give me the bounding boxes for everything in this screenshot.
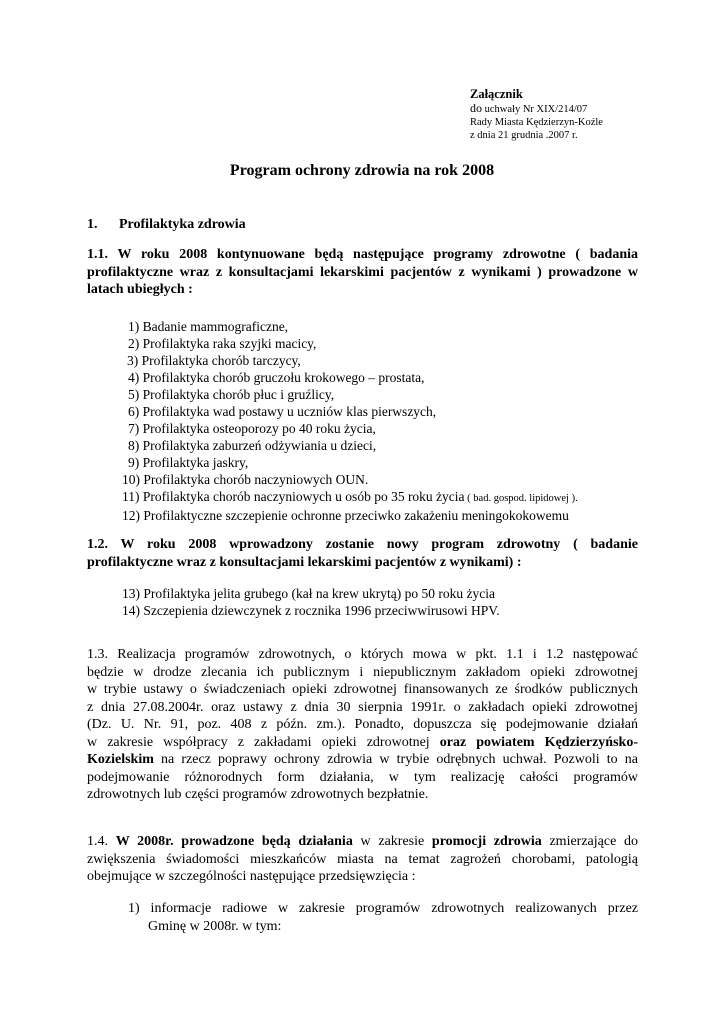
- list-item: 2) Profilaktyka raka szyjki macicy,: [128, 336, 317, 351]
- paragraph-line: 1.1. W roku 2008 kontynuowane będą następujące programy zdrowotne ( badania: [87, 247, 638, 262]
- paragraph-text: zmierzające do: [541, 834, 639, 849]
- list-item-continuation: Gminę w 2008r. w tym:: [148, 918, 282, 934]
- paragraph-number: 1.4.: [87, 834, 116, 849]
- section-1-label: Profilaktyka zdrowia: [119, 217, 246, 232]
- list-item: 6) Profilaktyka wad postawy u uczniów klas pierwszych,: [128, 404, 437, 419]
- annotation-title: Załącznik: [470, 87, 523, 101]
- paragraph-emphasis: oraz powiatem Kędzierzyńsko-: [439, 734, 638, 750]
- paragraph-line: profilaktyczne wraz z konsultacjami lekarskimi pacjentów z wynikami ) prowadzone w: [87, 264, 638, 280]
- paragraph-line: [87, 751, 638, 769]
- paragraph-line: będzie w drodze zlecania ich publicznym i niepublicznym zakładom opieki zdrowotnej: [87, 664, 638, 680]
- attachment-annotation: [470, 88, 603, 142]
- paragraph-line: profilaktyczne wraz z konsultacjami lekarskimi pacjentów z wynikami) :: [87, 554, 522, 570]
- paragraph-line: obejmujące w szczególności następujące przedsięwzięcia :: [87, 869, 416, 884]
- paragraph-line: 1.2. W roku 2008 wprowadzony zostanie nowy program zdrowotny ( badanie: [87, 537, 638, 552]
- paragraph-line: zwiększenia świadomości mieszkańców miasta na temat zagrożeń chorobami, patologią: [87, 851, 638, 867]
- promotion-list: [128, 900, 638, 935]
- list-item: [122, 488, 578, 507]
- list-item: 12) Profilaktyczne szczepienie ochronne przeciwko zakażeniu meningokokowemu: [122, 508, 569, 523]
- list-item: 14) Szczepienia dziewczynek z rocznika 1996 przeciwwirusowi HPV.: [122, 603, 500, 618]
- list-item: 7) Profilaktyka osteoporozy po 40 roku życia,: [128, 421, 376, 436]
- paragraph-1-3: [87, 646, 638, 804]
- list-item-text: 11) Profilaktyka chorób naczyniowych u osób po 35 roku życia: [122, 489, 465, 504]
- paragraph-line: (Dz. U. Nr. 91, poz. 408 z późn. zm.). Ponadto, dopuszcza się podejmowanie działań: [87, 717, 638, 732]
- paragraph-1-2: [87, 536, 638, 571]
- list-item: 5) Profilaktyka chorób płuc i gruźlicy,: [128, 387, 335, 402]
- list-item: 13) Profilaktyka jelita grubego (kał na krew ukrytą) po 50 roku życia: [122, 586, 496, 601]
- paragraph-line: podejmowanie różnorodnych form działania, w tym realizację całości programów: [87, 769, 638, 785]
- paragraph-line: zdrowotnych lub części programów zdrowotnych bezpłatnie.: [87, 787, 429, 802]
- list-item: 1) Badanie mammograficzne,: [128, 319, 289, 334]
- paragraph-line: [87, 833, 638, 851]
- list-item: 3) Profilaktyka chorób tarczycy,: [127, 353, 301, 368]
- paragraph-emphasis: Kozielskim: [87, 752, 154, 767]
- annotation-resolution: uchwały Nr XIX/214/07: [482, 104, 588, 115]
- list-item: 4) Profilaktyka chorób gruczołu krokowego – prostata,: [128, 370, 425, 385]
- document-title: Program ochrony zdrowia na rok 2008: [229, 162, 495, 179]
- section-1-number: 1.: [87, 217, 98, 232]
- paragraph-line: z dnia 27.08.2004r. oraz ustawy z dnia 30 sierpnia 1991r. o zakładach opieki zdrowotnej: [87, 699, 638, 715]
- paragraph-1-4: [87, 833, 638, 886]
- paragraph-emphasis: promocji zdrowia: [431, 834, 542, 849]
- annotation-prefix: do: [470, 101, 482, 115]
- paragraph-text: w zakresie współpracy z zakładami opieki zdrowotnej: [87, 734, 440, 750]
- list-item-note: ( bad. gospod. lipidowej ).: [464, 493, 578, 504]
- programs-list-continued: [122, 318, 578, 524]
- programs-list-new: [122, 585, 500, 619]
- annotation-council: Rady Miasta Kędzierzyn-Koźle: [470, 117, 603, 128]
- paragraph-line: 1.3. Realizacja programów zdrowotnych, o których mowa w pkt. 1.1 i 1.2 następować: [87, 647, 638, 662]
- paragraph-line: w trybie ustawy o świadczeniach opieki zdrowotnej finansowanych ze środków publicznych: [87, 682, 638, 697]
- list-item: 10) Profilaktyka chorób naczyniowych OUN.: [122, 472, 369, 487]
- list-item: 1) informacje radiowe w zakresie programów zdrowotnych realizowanych przez: [128, 901, 638, 916]
- paragraph-line: latach ubiegłych :: [87, 282, 193, 297]
- section-1-heading: [87, 217, 246, 233]
- paragraph-text: w zakresie: [352, 834, 432, 849]
- paragraph-line: [87, 734, 638, 752]
- paragraph-1-1: [87, 246, 638, 299]
- paragraph-text: na rzecz poprawy ochrony zdrowia w trybie odrębnych uchwał. Pozwoli to na: [153, 752, 638, 767]
- list-item: 9) Profilaktyka jaskry,: [128, 455, 249, 470]
- list-item: 8) Profilaktyka zaburzeń odżywiania u dzieci,: [128, 438, 377, 453]
- paragraph-emphasis: W 2008r. prowadzone będą działania: [115, 834, 353, 849]
- annotation-date: z dnia 21 grudnia .2007 r.: [470, 130, 578, 141]
